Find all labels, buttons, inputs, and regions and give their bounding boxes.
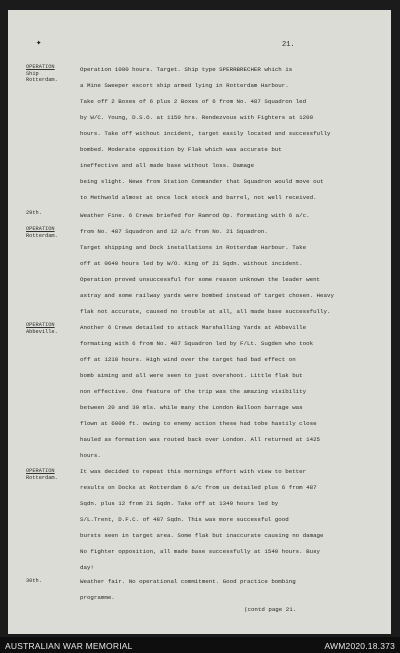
entry-text-line: bursts seen in target area. Some flak but inaccurate causing no damage: [80, 532, 324, 539]
archive-reference: AWM2020.18.373: [324, 641, 395, 651]
entry-text-line: day!: [80, 564, 94, 571]
entry-text-line: Another 6 Crews detailed to attack Marshalling Yards at Abbeville: [80, 324, 307, 331]
entry-text-line: Weather fair. No operational commitment. Good practice bombing: [80, 578, 296, 585]
entry-text-line: No fighter opposition, all made base successfully at 1540 hours. Busy: [80, 548, 321, 555]
margin-note-line: Ship: [26, 70, 39, 77]
entry-text-line: off at 1218 hours. High wind over the target had bad effect on: [80, 356, 296, 363]
entry-text-line: Weather Fine. 6 Crews briefed for Ramrod Op. formating with 6 a/c.: [80, 212, 310, 219]
entry-text-line: Operation 1000 hours. Target. Ship type SPERRBRECHER which is: [80, 66, 293, 73]
entry-text-line: flak not accurate, caused no trouble at all, all made base successfully.: [80, 308, 331, 315]
entry-text-line: hours.: [80, 452, 101, 459]
margin-note-line: 30th.: [26, 578, 42, 584]
entry-text-line: bomb aiming and all were seen to just overshoot. Little flak but: [80, 372, 303, 379]
entry-text-line: formating with 6 from No. 487 Squadron led by F/Lt. Sugden who took: [80, 340, 314, 347]
margin-note-line: Rotterdam.: [26, 232, 58, 239]
margin-note-line: OPERATION: [26, 226, 55, 232]
entry-text-line: It was decided to repeat this mornings effort with view to better: [80, 468, 307, 475]
margin-note: [26, 226, 76, 239]
entry-text-line: Take off 2 Boxes of 6 plus 2 Boxes of 6 from No. 487 Squadron led: [80, 98, 307, 105]
entry-text-line: being slight. News from Station Commander that Squadron would move out: [80, 178, 324, 185]
pin-mark-icon: ✦: [36, 38, 42, 48]
margin-note-line: Rotterdam.: [26, 474, 58, 481]
margin-note-line: Rotterdam.: [26, 77, 58, 84]
entry-text-line: S/L.Trent, D.F.C. of 487 Sqdn. This was more successful good: [80, 516, 289, 523]
margin-note: [26, 210, 76, 217]
entry-text-line: astray and some railway yards were bombed instead of target chosen. Heavy: [80, 292, 334, 299]
continued-note: (contd page 21.: [244, 606, 297, 613]
entry-text-line: hours. Take off without incident, target easily located and successfully: [80, 130, 331, 137]
entry-text-line: off at 0640 hours led by W/O. King of 21 Sqdn. without incident.: [80, 260, 303, 267]
entry-text-line: Operation proved unsuccessful for some reason unknown the leader went: [80, 276, 321, 283]
entry-text-line: Sqdn. plus 12 from 21 Sqdn. Take off at 1340 hours led by: [80, 500, 279, 507]
entry-text-line: between 20 and 30 mls. while many the London Balloon barrage was: [80, 404, 303, 411]
margin-note: [26, 322, 76, 335]
entry-text-line: by W/C. Young, D.S.O. at 1150 hrs. Rendezvous with Fighters at 1200: [80, 114, 314, 121]
footer-bar: [0, 637, 400, 653]
entry-text-line: Target shipping and Dock installations in Rotterdam Harbour. Take: [80, 244, 307, 251]
margin-note-line: OPERATION: [26, 322, 55, 328]
entry-text-line: non effective. One feature of the trip was the amazing visibility: [80, 388, 307, 395]
entry-text-line: flown at 6000 ft. owing to enemy action these had tobe hastily close: [80, 420, 317, 427]
margin-note: [26, 578, 76, 585]
page-number: 21.: [282, 41, 295, 49]
margin-note-line: 29th.: [26, 210, 42, 216]
margin-note: [26, 64, 76, 84]
entry-text-line: from No. 487 Squadron and 12 a/c from No. 21 Squadron.: [80, 228, 268, 235]
margin-note-line: Abbeville.: [26, 328, 58, 335]
entry-text-line: hauled as formation was routed back over London. All returned at 1425: [80, 436, 321, 443]
archive-name: AUSTRALIAN WAR MEMORIAL: [5, 641, 133, 651]
entry-text-line: ineffective and all made base without loss. Damage: [80, 162, 254, 169]
entry-text-line: results on Docks at Rotterdam 6 a/c from us detailed plus 6 from 487: [80, 484, 317, 491]
entry-text-line: bombed. Moderate opposition by Flak which was accurate but: [80, 146, 282, 153]
entry-text-line: programme.: [80, 594, 115, 601]
margin-note-line: OPERATION: [26, 468, 55, 474]
entry-text-line: a Mine Sweeper escort ship armed lying in Rotterdam Harbour.: [80, 82, 289, 89]
entry-text-line: to Methwold almost at once lock stock and barrel, not well received.: [80, 194, 317, 201]
margin-note: [26, 468, 76, 481]
margin-note-line: OPERATION: [26, 64, 55, 70]
